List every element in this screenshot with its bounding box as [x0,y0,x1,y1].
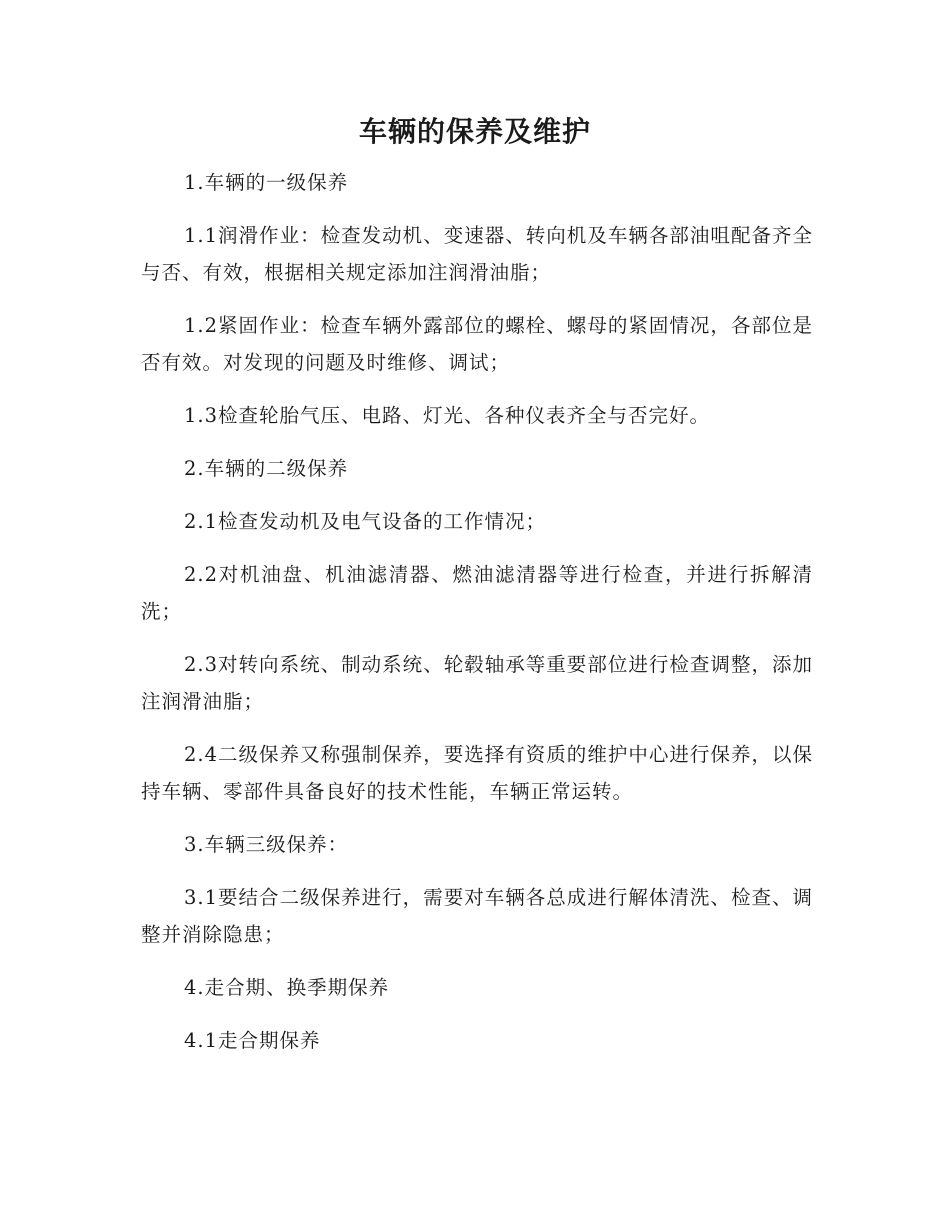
paragraph-tire-check: 1.3检查轮胎气压、电路、灯光、各种仪表齐全与否完好。 [184,404,711,427]
paragraph-engine-check: 2.1检查发动机及电气设备的工作情况； [184,510,547,533]
heading-break-in-maintenance: 4.1走合期保养 [184,1029,321,1052]
heading-level1-maintenance: 1.车辆的一级保养 [184,171,349,194]
paragraph-disassembly-cleaning: 3.1要结合二级保养进行，需要对车辆各总成进行解体清洗、检查、调整并消除隐患； [141,886,813,946]
heading-level2-maintenance: 2.车辆的二级保养 [184,457,349,480]
paragraph-filter-cleaning: 2.2对机油盘、机油滤清器、燃油滤清器等进行检查，并进行拆解清洗； [141,563,813,623]
document-title: 车辆的保养及维护 [358,115,591,148]
document-body [141,164,813,1075]
heading-break-in-seasonal: 4.走合期、换季期保养 [184,976,390,999]
paragraph-steering-brake: 2.3对转向系统、制动系统、轮毂轴承等重要部位进行检查调整，添加注润滑油脂； [141,653,813,713]
paragraph-mandatory-maintenance: 2.4二级保养又称强制保养，要选择有资质的维护中心进行保养，以保持车辆、零部件具备良好的技术性能，车辆正常运转。 [141,743,813,803]
paragraph-lubrication: 1.1润滑作业：检查发动机、变速器、转向机及车辆各部油咀配备齐全与否、有效，根据相关规定添加注润滑油脂； [141,224,813,284]
paragraph-fastening: 1.2紧固作业：检查车辆外露部位的螺栓、螺母的紧固情况，各部位是否有效。对发现的问题及时维修、调试； [141,314,813,374]
heading-level3-maintenance: 3.车辆三级保养： [184,833,349,856]
